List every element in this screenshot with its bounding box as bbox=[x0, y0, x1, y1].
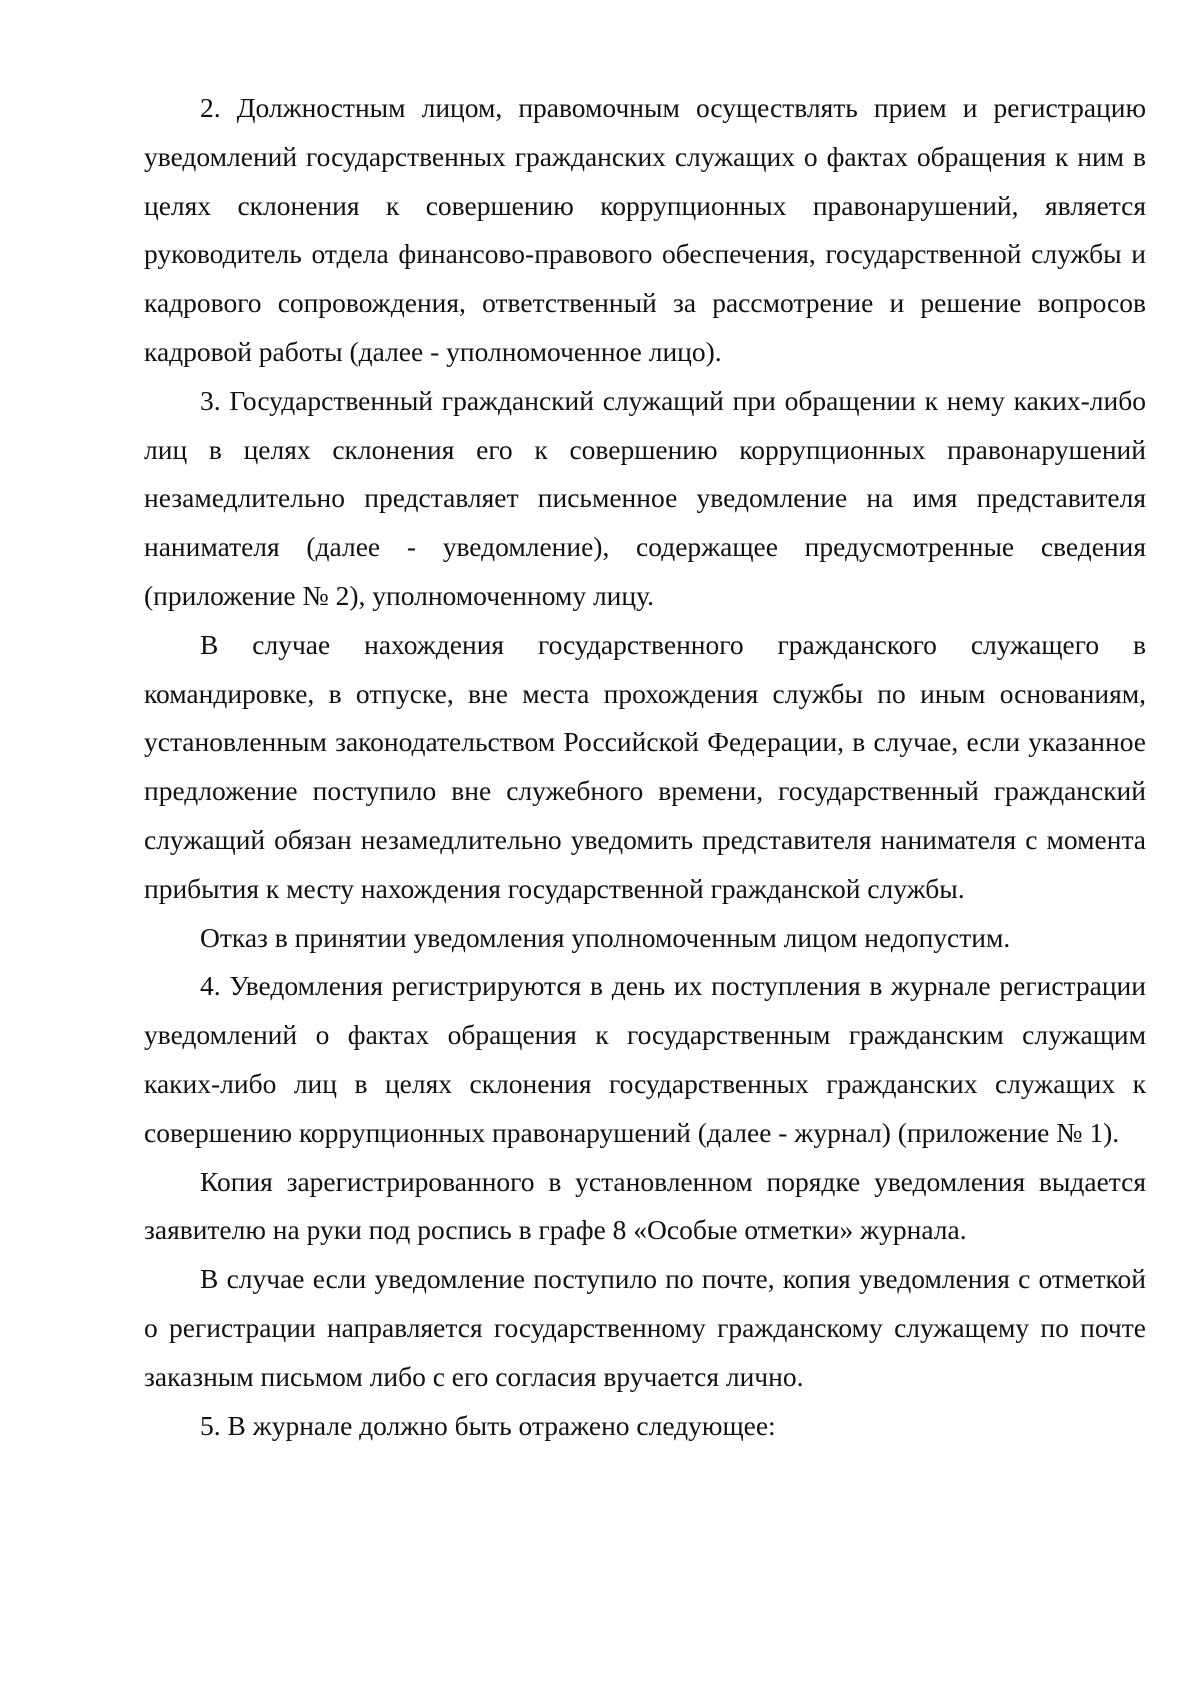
paragraph-absence-case: В случае нахождения государственного гражданского служащего в командировке, в отпуске, вне места прохождения службы по иным основаниям, установленным законодательством Российской Федерации, в случае, если указанное предложение поступило вне служебного времени, государственный гражданский служащий обязан незамедлительно уведомить представителя нанимателя с момента прибытия к месту нахождения государственной гражданской службы. bbox=[144, 628, 1146, 904]
paragraph-5-journal-contents: 5. В журнале должно быть отражено следующее: bbox=[200, 1409, 776, 1441]
paragraph-mail-case: В случае если уведомление поступило по почте, копия уведомления с отметкой о регистрации направляется государственному гражданскому служащему по почте заказным письмом либо с его согласия вручается лично. bbox=[144, 1263, 1146, 1392]
paragraph-copy-issued: Копия зарегистрированного в установленном порядке уведомления выдается заявителю на руки под роспись в графе 8 «Особые отметки» журнала. bbox=[144, 1165, 1146, 1246]
paragraph-refusal-inadmissible: Отказ в принятии уведомления уполномоченным лицом недопустим. bbox=[200, 921, 1011, 953]
paragraph-2-responsible-person: 2. Должностным лицом, правомочным осуществлять прием и регистрацию уведомлений государственных гражданских служащих о фактах обращения к ним в целях склонения к совершению коррупционных правонарушений, является руководитель отдела финансово-правового обеспечения, государственной службы и кадрового сопровождения, ответственный за рассмотрение и решение вопросов кадровой работы (далее - уполномоченное лицо). bbox=[144, 92, 1146, 367]
document-body bbox=[144, 84, 1146, 1450]
paragraph-4-registration: 4. Уведомления регистрируются в день их поступления в журнале регистрации уведомлений о фактах обращения к государственным гражданским служащим каких-либо лиц в целях склонения государственных гражданских служащих к совершению коррупционных правонарушений (далее - журнал) (приложение № 1). bbox=[144, 970, 1146, 1148]
paragraph-3-notification-duty: 3. Государственный гражданский служащий при обращении к нему каких-либо лиц в целях склонения его к совершению коррупционных правонарушений незамедлительно представляет письменное уведомление на имя представителя нанимателя (далее - уведомление), содержащее предусмотренные сведения (приложение № 2), уполномоченному лицу. bbox=[144, 384, 1146, 611]
